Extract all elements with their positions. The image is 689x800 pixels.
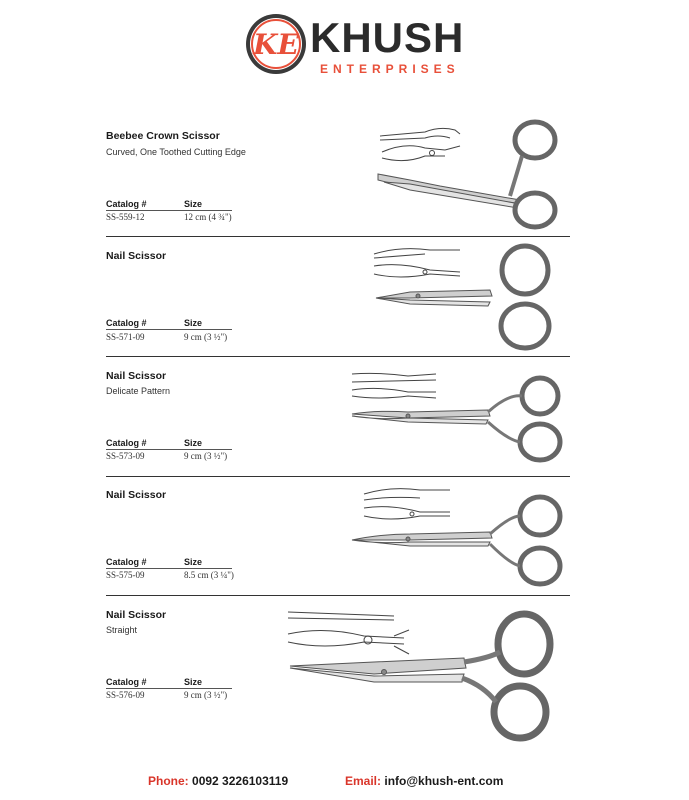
phone-label: Phone:	[148, 774, 189, 788]
section-divider	[106, 236, 570, 237]
catalog-number: SS-576-09	[106, 690, 145, 700]
logo-emblem	[244, 12, 308, 76]
catalog-header: Catalog #	[106, 677, 147, 687]
spec-divider	[106, 329, 232, 330]
size-value: 8.5 cm (3 ¼")	[184, 570, 234, 580]
size-value: 9 cm (3 ½")	[184, 690, 228, 700]
product-title: Nail Scissor	[106, 370, 167, 382]
product-subtitle: Curved, One Toothed Cutting Edge	[106, 147, 246, 157]
spec-divider	[106, 568, 232, 569]
section-divider	[106, 595, 570, 596]
size-header: Size	[184, 318, 203, 328]
size-value: 12 cm (4 ¾")	[184, 212, 232, 222]
section-divider	[106, 356, 570, 357]
scissor-illustration	[370, 118, 570, 230]
catalog-header: Catalog #	[106, 557, 147, 567]
catalog-header: Catalog #	[106, 199, 147, 209]
product-subtitle: Straight	[106, 625, 138, 635]
company-logo	[244, 12, 465, 82]
catalog-number: SS-571-09	[106, 332, 145, 342]
product-title: Nail Scissor	[106, 609, 167, 621]
size-value: 9 cm (3 ½")	[184, 451, 228, 461]
product-subtitle: Delicate Pattern	[106, 386, 171, 396]
scissor-illustration	[370, 240, 570, 352]
section-divider	[106, 476, 570, 477]
product-title: Nail Scissor	[106, 250, 167, 262]
size-header: Size	[184, 557, 203, 567]
product-title: Beebee Crown Scissor	[106, 130, 220, 142]
size-value: 9 cm (3 ½")	[184, 332, 228, 342]
catalog-header: Catalog #	[106, 438, 147, 448]
logo-subtitle: ENTERPRISES	[320, 62, 460, 76]
spec-divider	[106, 449, 232, 450]
scissor-illustration	[284, 602, 576, 744]
email-label: Email:	[345, 774, 382, 788]
scissor-illustration	[350, 482, 572, 590]
logo-name: KHUSH	[310, 14, 465, 61]
footer-phone	[148, 774, 288, 788]
catalog-header: Catalog #	[106, 318, 147, 328]
email-address[interactable]: info@khush-ent.com	[384, 774, 504, 788]
logo-monogram: KE	[253, 28, 299, 61]
spec-divider	[106, 688, 232, 689]
footer-email	[345, 774, 503, 788]
product-title: Nail Scissor	[106, 489, 167, 501]
catalog-number: SS-575-09	[106, 570, 145, 580]
size-header: Size	[184, 199, 203, 209]
scissor-illustration	[348, 364, 570, 472]
size-header: Size	[184, 438, 203, 448]
size-header: Size	[184, 677, 203, 687]
catalog-number: SS-573-09	[106, 451, 145, 461]
catalog-number: SS-559-12	[106, 212, 145, 222]
phone-number[interactable]: 0092 3226103119	[192, 774, 289, 788]
spec-divider	[106, 210, 232, 211]
